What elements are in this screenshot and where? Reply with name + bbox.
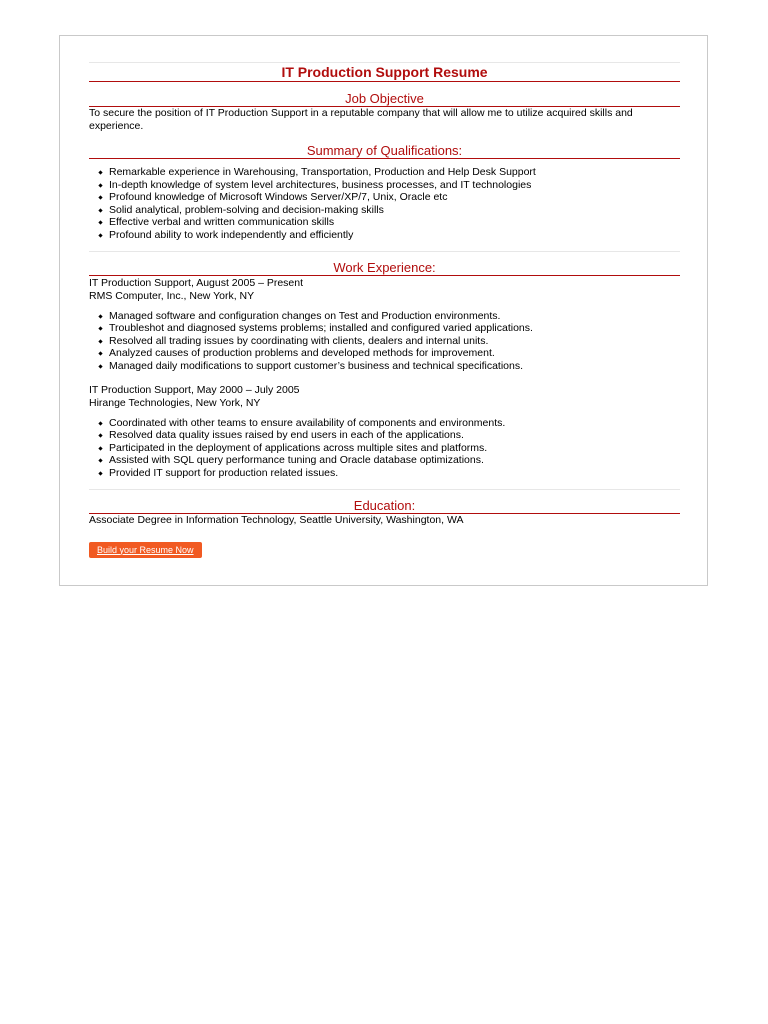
list-item: Solid analytical, problem-solving and decision-making skills [98, 204, 680, 217]
resume-content [89, 62, 680, 558]
list-item: Effective verbal and written communication skills [98, 216, 680, 229]
list-item: Assisted with SQL query performance tuning and Oracle database optimizations. [98, 454, 680, 467]
list-item: Profound knowledge of Microsoft Windows Server/XP/7, Unix, Oracle etc [98, 191, 680, 204]
job-objective-text: To secure the position of IT Production Support in a reputable company that will allow me to utilize acquired skills and experience. [89, 107, 633, 132]
list-item: Remarkable experience in Warehousing, Transportation, Production and Help Desk Support [98, 166, 680, 179]
job-position: IT Production Support, August 2005 – Present [89, 276, 304, 289]
job-objective-heading: Job Objective [89, 90, 680, 107]
list-item: Resolved all trading issues by coordinating with clients, dealers and internal units. [98, 335, 680, 348]
list-item: Participated in the deployment of applications across multiple sites and platforms. [98, 442, 680, 455]
job-position: IT Production Support, May 2000 – July 2005 [89, 383, 300, 396]
education-text: Associate Degree in Information Technology, Seattle University, Washington, WA [89, 513, 464, 526]
list-item: Resolved data quality issues raised by end users in each of the applications. [98, 429, 680, 442]
list-item: Coordinated with other teams to ensure availability of components and environments. [98, 417, 680, 430]
list-item: Provided IT support for production related issues. [98, 467, 680, 480]
build-resume-button[interactable]: Build your Resume Now [89, 542, 202, 558]
job-duties-list [89, 310, 680, 373]
qualifications-list [89, 166, 680, 242]
job-duties-list [89, 417, 680, 480]
list-item: Analyzed causes of production problems and developed methods for improvement. [98, 347, 680, 360]
resume-title: IT Production Support Resume [89, 62, 680, 82]
work-experience-heading: Work Experience: [89, 251, 680, 276]
qualifications-heading: Summary of Qualifications: [89, 142, 680, 159]
job-entry [89, 277, 680, 373]
resume-page [59, 35, 708, 586]
list-item: In-depth knowledge of system level architectures, business processes, and IT technologies [98, 179, 680, 192]
job-entry [89, 384, 680, 480]
list-item: Troubleshot and diagnosed systems problems; installed and configured varied applications. [98, 322, 680, 335]
list-item: Profound ability to work independently and efficiently [98, 229, 680, 242]
job-company: RMS Computer, Inc., New York, NY [89, 289, 255, 302]
education-heading: Education: [89, 489, 680, 514]
list-item: Managed daily modifications to support customer’s business and technical specifications. [98, 360, 680, 373]
list-item: Managed software and configuration changes on Test and Production environments. [98, 310, 680, 323]
job-company: Hirange Technologies, New York, NY [89, 396, 261, 409]
